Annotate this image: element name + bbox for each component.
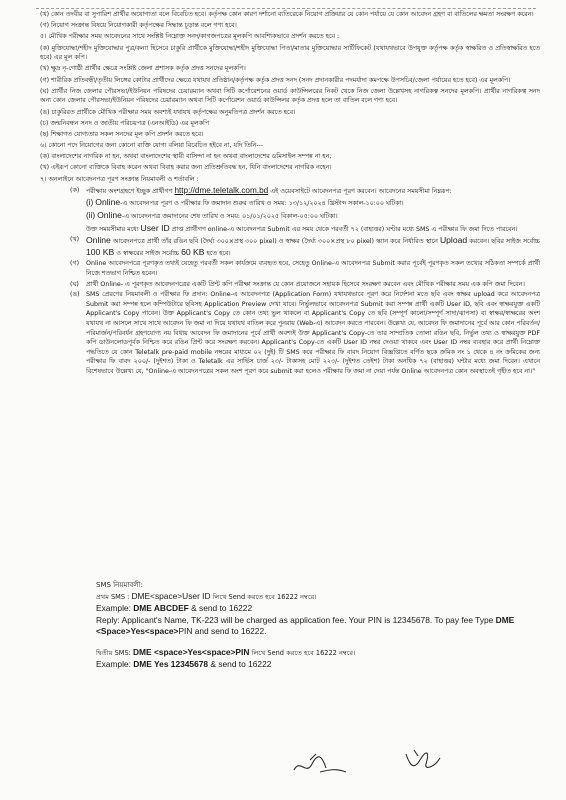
photo-size-limit: 100 KB [86, 246, 115, 257]
clause-5-kha: (খ) কোন তদবীর বা সুপারিশ প্রার্থীর অযোগ্যতা বলে বিবেচিত হবে। কর্তৃপক্ষ কোন কারণ দর্শানো ব্যতিরেকে নিয়োগ প্রক্রিয়ার যে কোন পর্যায়ে যে কোন আবেদন গ্রহণ বা বাতিলের ক্ষমতা সংরক্ষণ করেন। [40, 11, 534, 18]
clause-kha-ethnic: (খ) ক্ষুদ্র নৃ-গোষ্ঠী প্রার্থীর ক্ষেত্রে সংশ্লিষ্ট জেলা প্রশাসক কর্তৃক প্রদত্ত সনদের মূলকপি। [40, 65, 246, 73]
text-photo-specs: আবেদনপত্রে প্রার্থী তাঁর রঙিন ছবি (দৈর্ঘ্য ৩০০×প্রস্থ ৩০০ pixel) ও স্বাক্ষর (দৈর্ঘ্য ৩০০×প্রস্থ ৮০ pixel) স্ক্যান করে নির্ধারিত স্থানে [112, 238, 438, 246]
reply-suffix: PIN and send to 16222. [178, 625, 267, 636]
section-7-uma [70, 290, 540, 377]
clause-6-ka: (ক) বাংলাদেশের নাগরিক না হন, অথবা বাংলাদেশের স্থায়ী বাসিন্দা না হন অথবা বাংলাদেশের ডমিসাইল সম্পন্ন না হন; [40, 153, 332, 161]
section-7-heading: ৭। অনলাইনে আবেদনপত্র পূরণ সংক্রান্ত নিয়মাবলী ও শর্তাবলি : [40, 175, 199, 183]
label-7-ga: (গ) [70, 260, 80, 268]
text-7-ka-post: এই ওয়েবসাইটে আবেদনপত্র পূরণ করবেন। আবেদনের সময়সীমা নিম্নরূপ: [270, 187, 452, 195]
text-start-date: -এ আবেদনপত্র পূরণ ও পরীক্ষার ফি জমাদান শুরুর তারিখ ও সময়: ১৩/১২/২০২৪ খ্রিস্টাব্দ সকাল-১০:০০ ঘটিকা। [120, 200, 404, 208]
section-7-ga [70, 259, 540, 279]
second-sms-suffix: লিখে Send করতে হবে 16222 নম্বরে। [249, 649, 356, 658]
section-7-kha [70, 235, 540, 259]
example-2-label: Example: [96, 659, 134, 670]
text-photo-size: করবেন। ছবির সাইজ সর্বোচ্চ [469, 238, 540, 246]
second-sms-command: DME <space>Yes<space>PIN [133, 647, 250, 658]
section-7-gha [70, 280, 540, 291]
example-1-suffix: & send to 16222 [188, 603, 253, 614]
clause-6-kha: (খ) এইরূপ কোনো ব্যক্তিকে বিবাহ করেন অথবা বিবাহ করার জন্য প্রতিশ্রুতিবদ্ধ হন, যিনি বাংলাদেশের নাগরিক নহেন। [40, 164, 332, 172]
main-content [40, 10, 540, 378]
section-7-ka [70, 186, 540, 235]
clause-ka-freedom-fighter: (ক) মুক্তিযোদ্ধা/শহীদ মুক্তিযোদ্ধার পুত্র/কন্যা হিসেবে চাকুরি প্রার্থীকে মুক্তিযোদ্ধা/শহীদ মুক্তিযোদ্ধা পিতা/মাতার মুক্তিযোদ্ধার সার্টিফিকেট (যথাযথভাবে উপযুক্ত কর্তৃপক্ষ কর্তৃক স্বাক্ষরিত ও প্রতিস্বাক্ষরিত হতে হবে) এর মূল কপি। [40, 44, 540, 62]
example-1-label: Example: [96, 603, 134, 614]
text-end-date: -এ আবেদনপত্র জমাদানের শেষ তারিখ ও সময়: ০১/০১/২০২৫ বিকাল-০৫:০০ ঘটিকা। [121, 213, 338, 220]
text-sign-size: ও স্বাক্ষরের সাইজ সর্বোচ্চ [116, 249, 180, 257]
text-7-gha: প্রার্থী Online- এ পূরণকৃত আবেদনপত্রের একটি প্রিন্ট কপি পরীক্ষা সংক্রান্ত যে কোন প্রয়োজনে সহায়ক হিসেবে সংরক্ষণ করবেন এবং মৌখিক পরীক্ষার সময় এক কপি জমা দিবেন। [86, 280, 525, 288]
text-7-ka-pre: পরীক্ষায় অংশগ্রহণে ইচ্ছুক প্রার্থীগণ [86, 187, 173, 195]
clause-5-ga: (গ) নিয়োগ সংক্রান্ত বিষয়ে নিয়োগকারী কর্তৃপক্ষের সিদ্ধান্ত চূড়ান্ত বলে গণ্য হবে। [40, 22, 237, 30]
first-sms-suffix: লিখে Send করতে হবে 16222 নম্বরে। [210, 593, 317, 602]
text-7-uma: SMS প্রেরণের নিয়মাবলী ও পরীক্ষার ফি প্রদান: Online-এ আবেদনপত্র (Application Form) যথাযথভাবে পূরণ করে নির্দেশনা মতে ছবি এবং স্বাক্ষর upload করে আবেদনপত্র Submit করা সম্পন্ন হলে কম্পিউটারে ছবিসহ Application Preview দেখা যাবে। নির্ভুলভাবে আবেদনপত্র Submit করা সম্পন্ন প্রার্থী একটি User ID, ছবি এবং স্বাক্ষরযুক্ত একটি Applicant's Copy পাবেন। উক্ত Applicant's Copy তে কোন তথ্য ভুল থাকলে বা Applicant's Copy তে ছবি (সম্পূর্ণ কালো/সম্পূর্ণ সাদা/ঝাপসা) বা স্বাক্ষর/স্বাক্ষরের অংশ যথাযথ না আসলে সাথে সাথে আবেদন ফি জমা না দিয়ে যথাযথ বাতিল করে পুনরায় (Web-এ) আবেদন করতে পারবেন। উল্লেখ্য যে, আবেদন ফি জমাদানের পূর্বে আর কোন পরিবর্তন/পরিমার্জন/পরিবর্ধন গ্রহণযোগ্য নয় বিধায় আবেদন ফি জমাদানের পূর্বে প্রার্থী অবশ্যই উক্ত Applicant's Copy-তে তার সাম্প্রতিক তোলা রঙিন ছবি, নির্ভুল তথ্য ও স্বাক্ষরযুক্ত PDF কপি ডাউনলোডপূর্বক নিশ্চিত করে রঙিন প্রিন্ট করে সংরক্ষণ করবেন। Applicant's Copy-তে একটি User ID নম্বর দেওয়া থাকবে এবং User ID নম্বর ব্যবহার করে প্রার্থী নিম্নোক্ত পদ্ধতিতে যে কোন Teletalk pre-paid mobile নম্বরের মাধ্যমে ০২ (দুই) টি SMS করে পরীক্ষার ফি বাবদ নিয়োগ বিজ্ঞপ্তিতে বর্ণিত ছকে ক্রমিক নং ১ থেকে ৪ নং ক্রমিকের জন্য পরীক্ষার ফি বাবদ ২০০/- (দুইশত) টাকা ও Teletalk এর সার্ভিস চার্জ ২৩/- টাকাসহ মোট ২২৩/- (দুইশত তেইশ) টাকা অনধিক ৭২ (বাহাত্তর) ঘন্টার মধ্যে জমা দিবেন। এখানে বিশেষভাবে উল্লেখ্য যে, "Online-এ আবেদনপত্রের সকল অংশ পূরণ করে submit করা হলেও পরীক্ষার ফি জমা না দেয়া পর্যন্ত Online আবেদনপত্র কোন অবস্থাতেই গৃহীত হবে না।" [86, 291, 541, 375]
website-link[interactable]: http://dme.teletalk.com.bd [174, 185, 269, 195]
label-ii: (ii) [86, 211, 96, 220]
clause-gha-citizenship: (ঘ) প্রার্থীর নিজ জেলার পৌরসভা/ইউনিয়ন পরিষদের চেয়ারম্যান অথবা সিটি কর্পোরেশনের ওয়ার্ড কাউন্সিলরের নিকট থেকে নিজ জেলা উল্লেখসহ নাগরিকত্ব সনদের মূলকপি। প্রার্থীর নাগরিকত্ব সনদ অন্য কোন জেলার পৌরসভা/ইউনিয়ন পরিষদের চেয়ারম্যান অথবা সিটি কর্পোরেশন ওয়ার্ড কাউন্সিলর কর্তৃক প্রদত্ত হলে তা বাতিল বলে গণ্য হবে। [40, 87, 540, 105]
reply-text: Reply: Applicant's Name, TK-223 will be charged as application fee. Your PIN is 12345678. To pay fee Type [96, 614, 496, 625]
sms-heading: SMS নিয়মাবলী: [96, 581, 143, 589]
signature-right [400, 746, 446, 776]
label-7-gha: (ঘ) [70, 280, 79, 288]
clause-uma-employed: (ঙ) চাকুরিরত প্রার্থীকে মৌখিক পরীক্ষার সময় অবশ্যই যথাযথ কর্তৃপক্ষের অনুমতিপত্র প্রদর্শন করতে হবে। [40, 108, 296, 116]
clause-ca-nid: (চ) জন্মনিবন্ধন সনদ ও জাতীয় পরিচয়পত্র (এনআইডি) এর মূলকপি [40, 119, 210, 127]
second-sms-label: দ্বিতীয় SMS: [96, 649, 133, 658]
label-7-uma: (ঙ) [70, 291, 80, 299]
first-sms-label: প্রথম SMS : [96, 593, 132, 602]
upload-term: Upload [439, 235, 468, 246]
text-note-pre: উক্ত সময়সীমার মধ্যে [86, 225, 139, 233]
text-note-mid: প্রাপ্ত প্রার্থীগণ online-এ আবেদনপত্র Submit এর সময় থেকে পরবর্তী ৭২ (বাহাত্তর) ঘণ্টার মধ্যে SMS এ পরীক্ষার ফি জমা দিতে পারবেন। [171, 225, 518, 233]
example-2-command: DME Yes 12345678 [133, 659, 209, 670]
example-1-command: DME ABCDEF [133, 603, 189, 614]
text-must-be: হতে হবে। [206, 249, 231, 257]
reply-command: DME <Space>Yes<space> [96, 614, 515, 636]
first-sms-command: DME<space>User ID [131, 591, 211, 602]
label-7-kha: (খ) [70, 236, 80, 244]
online-kha: Online [86, 235, 111, 246]
online-i: Online [95, 197, 121, 208]
user-id-term: User ID [140, 222, 170, 233]
clause-ga-disability: (গ) শারীরিক প্রতিবন্ধী/তৃতীয় লিঙ্গের কোটার প্রার্থীদের ক্ষেত্রে যথাযথ প্রতিষ্ঠান/কর্তৃপক্ষ কর্তৃক প্রদত্ত সনদ (সনদ প্রদানকারীর পদমর্যাদা কমপক্ষে উপসচিব/জেলা পর্যায়ের হতে হবে) এর মূলকপি। [40, 76, 511, 84]
label-7-ka: (ক) [70, 186, 80, 194]
online-ii: Online [97, 210, 122, 220]
signature-left [290, 750, 350, 780]
clause-cha-certificates: (ছ) শিক্ষাগত যোগ্যতার সকল সনদের মূল কপি প্রদর্শন করতে হবে। [40, 130, 204, 138]
sign-size-limit: 60 KB [181, 246, 205, 257]
text-7-ga: Online আবেদনপত্রে পূরণকৃত তথ্যই যেহেতু পরবর্তী সকল কার্যক্রমে ব্যবহৃত হবে, সেহেতু Online-এ আবেদনপত্র Submit করার পূর্বেই পূরণকৃত সকল তথ্যের সঠিকতা সম্পর্কে প্রার্থী নিজে শতভাগ নিশ্চিত হবেন। [86, 260, 540, 277]
example-2-suffix: & send to 16222 [208, 659, 272, 670]
top-rule [36, 8, 536, 9]
section-6-heading: ৬। কোনো পদে নিয়োগের জন্য কোনো ব্যক্তি যোগ্য বলিয়া বিবেচিত হইবে না, যদি তিনি--- [40, 142, 264, 150]
label-i: (i) [86, 198, 94, 208]
sms-instructions [96, 580, 536, 670]
section-5-heading: ৫। মৌখিক পরীক্ষার সময় আবেদনের সাথে সংশ্লিষ্ট নিম্নোক্ত সনদ/কাগজপত্রের মূলকপি আবশ্যিকভাবে প্রদর্শন করতে হবে : [40, 33, 340, 41]
